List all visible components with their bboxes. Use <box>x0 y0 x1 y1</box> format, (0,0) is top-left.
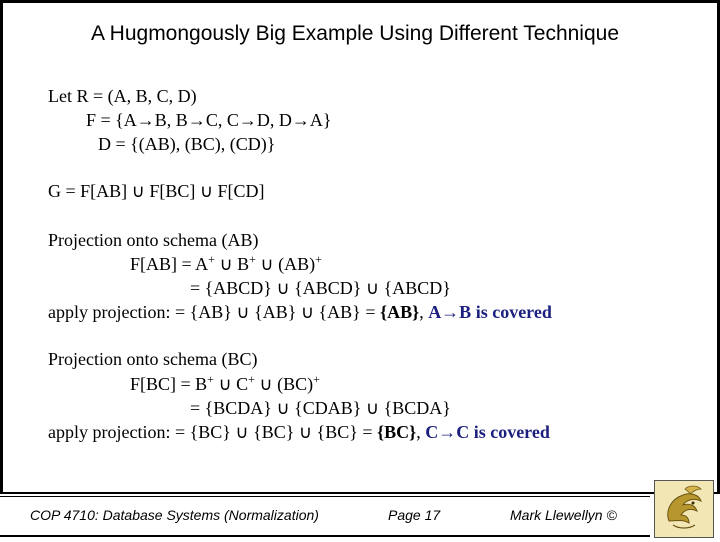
slide-border-left <box>0 0 3 492</box>
footer-author: Mark Llewellyn © <box>510 507 617 523</box>
slide-border-top <box>0 0 720 3</box>
footer-rule-inner <box>0 496 650 497</box>
decomposition: D = {(AB), (BC), (CD)} <box>98 134 276 154</box>
footer-course: COP 4710: Database Systems (Normalization) <box>30 507 319 523</box>
footer-rule-bottom <box>0 535 650 537</box>
projection-ab-apply: apply projection: = {AB} ∪ {AB} ∪ {AB} = {AB}, A→B is covered <box>48 302 552 322</box>
projection-bc-closure: F[BC] = B+ ∪ C+ ∪ (BC)+ <box>130 372 320 394</box>
relation-definition: Let R = (A, B, C, D) <box>48 86 197 106</box>
projection-bc-apply: apply projection: = {BC} ∪ {BC} ∪ {BC} = {BC}, C→C is covered <box>48 422 550 442</box>
footer-page-number: Page 17 <box>388 507 441 523</box>
projection-bc-expansion: = {BCDA} ∪ {CDAB} ∪ {BCDA} <box>190 398 451 418</box>
projection-ab-expansion: = {ABCD} ∪ {ABCD} ∪ {ABCD} <box>190 278 451 298</box>
footer-rule-top <box>0 492 720 494</box>
projection-bc-heading: Projection onto schema (BC) <box>48 349 258 369</box>
fd-set: F = {A→B, B→C, C→D, D→A} <box>86 110 332 130</box>
slide-title: A Hugmongously Big Example Using Different Technique <box>90 22 620 45</box>
g-definition: G = F[AB] ∪ F[BC] ∪ F[CD] <box>48 181 265 201</box>
projection-ab-result: A→B is covered <box>428 302 552 322</box>
projection-ab-closure: F[AB] = A+ ∪ B+ ∪ (AB)+ <box>130 252 322 274</box>
ucf-pegasus-logo-icon <box>654 480 714 538</box>
projection-ab-heading: Projection onto schema (AB) <box>48 230 259 250</box>
projection-bc-result: C→C is covered <box>425 422 550 442</box>
